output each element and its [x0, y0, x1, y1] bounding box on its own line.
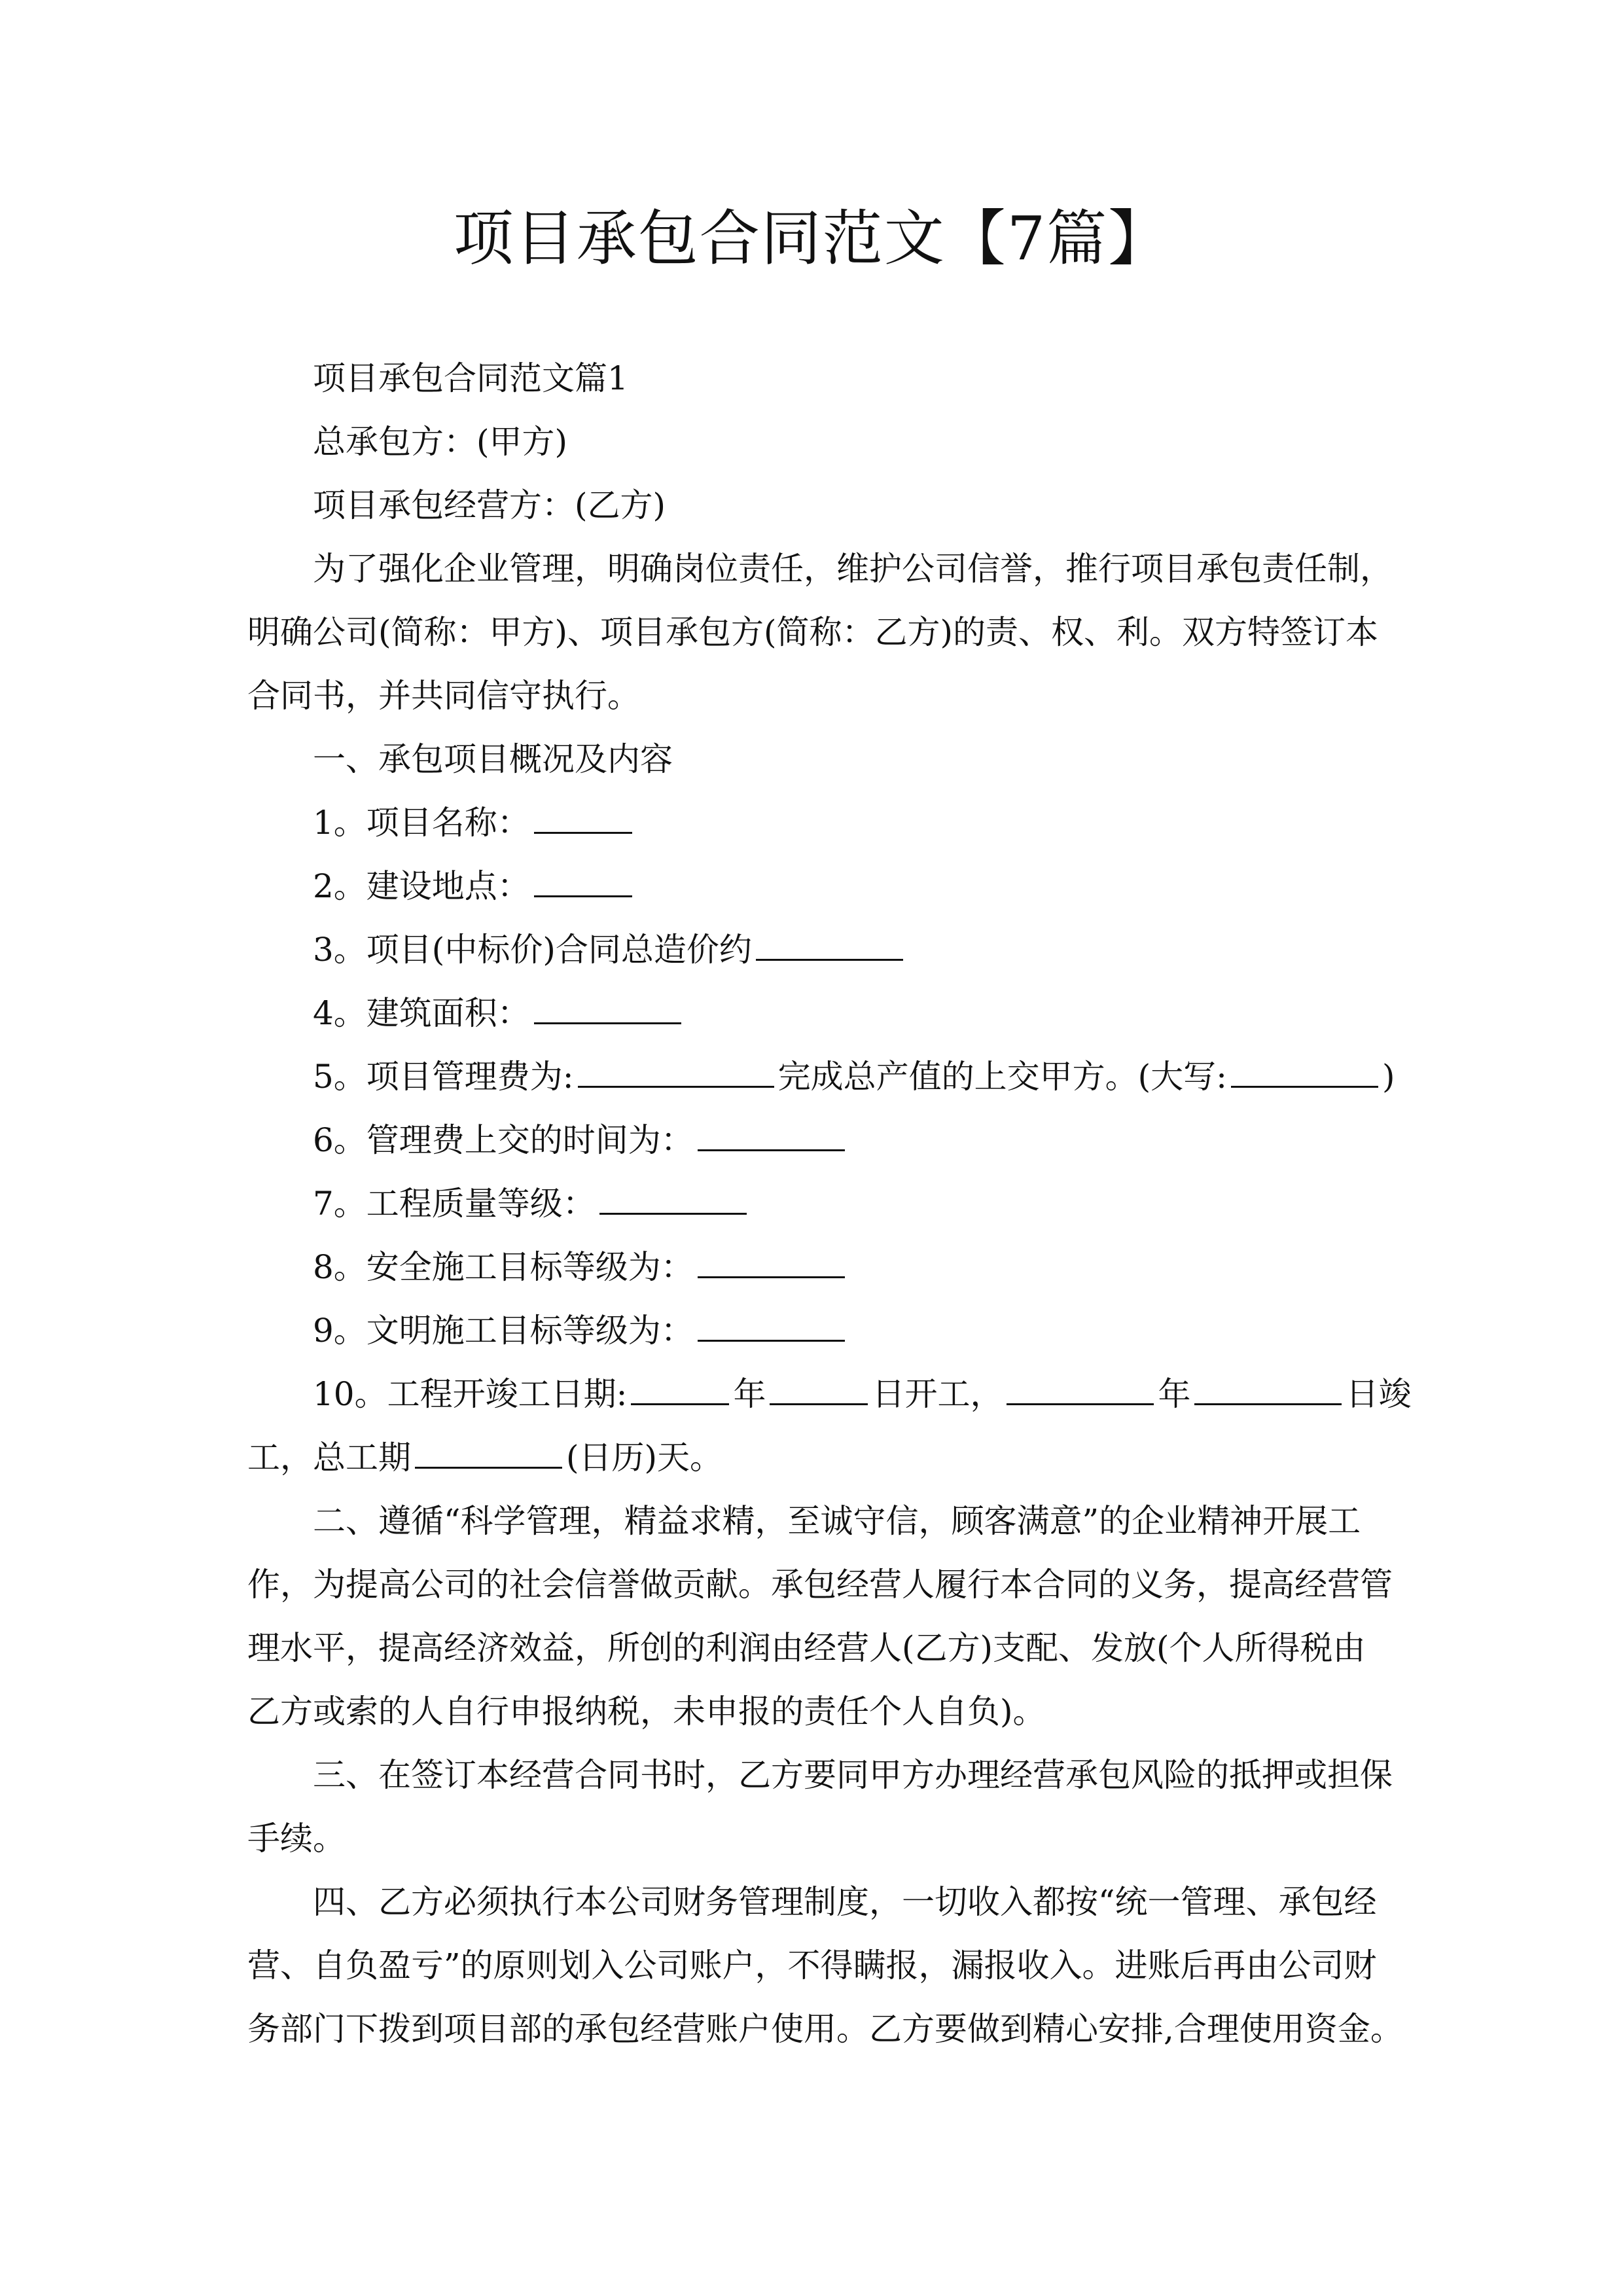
- item-quality-grade: [247, 1172, 1399, 1236]
- intro-line-2: 明确公司(简称：甲方)、项目承包方(简称：乙方)的责、权、利。双方特签订本: [247, 613, 1379, 651]
- item-location: [247, 855, 1399, 918]
- item-management-fee-label: 5。项目管理费为:: [313, 1058, 574, 1096]
- total-period-unit: (日历)天。: [566, 1439, 723, 1477]
- clause-four-line-2: 营、自负盈亏”的原则划入公司账户，不得瞒报，漏报收入。进账后再由公司财: [247, 1946, 1377, 1984]
- clause-two-line-4: 乙方或索的人自行申报纳税，未申报的责任个人自负)。: [247, 1693, 1046, 1731]
- item-safety-grade-label: 8。安全施工目标等级为：: [313, 1248, 694, 1286]
- item-project-name: [247, 791, 1399, 855]
- total-period-label: 工，总工期: [247, 1439, 411, 1477]
- end-day-blank: [1194, 1371, 1342, 1405]
- project-name-blank: [534, 799, 632, 834]
- clause-three-line-1: 三、在签订本经营合同书时，乙方要同甲方办理经营承包风险的抵押或担保: [313, 1756, 1393, 1794]
- party-b-line: 项目承包经营方：(乙方): [313, 486, 666, 524]
- item-contract-price: [247, 918, 1399, 982]
- item-fee-time: [247, 1109, 1399, 1172]
- clause-four-line-1: 四、乙方必须执行本公司财务管理制度，一切收入都按“统一管理、承包经: [313, 1883, 1377, 1921]
- item-schedule-line-1: [247, 1363, 1412, 1426]
- item-project-name-label: 1。项目名称：: [313, 804, 530, 842]
- location-blank: [534, 863, 632, 897]
- start-day-blank: [770, 1371, 868, 1405]
- year-label-1: 年: [733, 1375, 766, 1413]
- item-fee-time-label: 6。管理费上交的时间为：: [313, 1121, 694, 1159]
- item-civilized-grade-label: 9。文明施工目标等级为：: [313, 1312, 694, 1350]
- management-fee-uppercase-blank: [1231, 1053, 1378, 1088]
- item-quality-grade-label: 7。工程质量等级：: [313, 1185, 596, 1223]
- start-label: 日开工，: [872, 1375, 1003, 1413]
- item-safety-grade: [247, 1236, 1399, 1299]
- fee-time-blank: [698, 1117, 845, 1151]
- clause-two-line-3: 理水平，提高经济效益，所创的利润由经营人(乙方)支配、发放(个人所得税由: [247, 1629, 1366, 1667]
- year-label-2: 年: [1158, 1375, 1191, 1413]
- item-management-fee-mid: 完成总产值的上交甲方。(大写:: [777, 1058, 1228, 1096]
- item-schedule-line-2: [247, 1426, 1399, 1490]
- safety-grade-blank: [698, 1244, 845, 1278]
- management-fee-blank: [578, 1053, 774, 1088]
- intro-line-3: 合同书，并共同信守执行。: [247, 677, 640, 715]
- contract-price-blank: [756, 926, 903, 961]
- party-a-line: 总承包方：(甲方): [313, 423, 568, 461]
- item-management-fee-end: ): [1382, 1058, 1395, 1096]
- quality-grade-blank: [599, 1180, 747, 1215]
- item-civilized-grade: [247, 1299, 1399, 1363]
- building-area-blank: [534, 990, 681, 1024]
- item-contract-price-label: 3。项目(中标价)合同总造价约: [313, 931, 752, 969]
- document-title: 项目承包合同范文【7篇】: [453, 204, 1170, 274]
- section-heading: 项目承包合同范文篇1: [313, 359, 628, 397]
- clause-two-line-1: 二、遵循“科学管理，精益求精，至诚守信，顾客满意”的企业精神开展工: [313, 1502, 1361, 1540]
- civilized-grade-blank: [698, 1307, 845, 1342]
- item-location-label: 2。建设地点：: [313, 867, 530, 905]
- intro-line-1: 为了强化企业管理，明确岗位责任，维护公司信誉，推行项目承包责任制，: [313, 550, 1393, 588]
- heading-one: 一、承包项目概况及内容: [313, 740, 673, 778]
- start-year-blank: [631, 1371, 729, 1405]
- clause-four-line-3: 务部门下拨到项目部的承包经营账户使用。乙方要做到精心安排,合理使用资金。: [247, 2010, 1403, 2048]
- item-management-fee: [247, 1045, 1399, 1109]
- clause-three-line-2: 手续。: [247, 1820, 346, 1857]
- document-body: [247, 347, 1412, 2061]
- item-building-area-label: 4。建筑面积：: [313, 994, 530, 1032]
- item-schedule-label: 10。工程开竣工日期:: [313, 1375, 628, 1413]
- item-building-area: [247, 982, 1399, 1045]
- total-period-blank: [415, 1434, 562, 1469]
- clause-two-line-2: 作，为提高公司的社会信誉做贡献。承包经营人履行本合同的义务，提高经营管: [247, 1566, 1393, 1604]
- end-year-blank: [1007, 1371, 1154, 1405]
- end-label: 日竣: [1346, 1375, 1412, 1413]
